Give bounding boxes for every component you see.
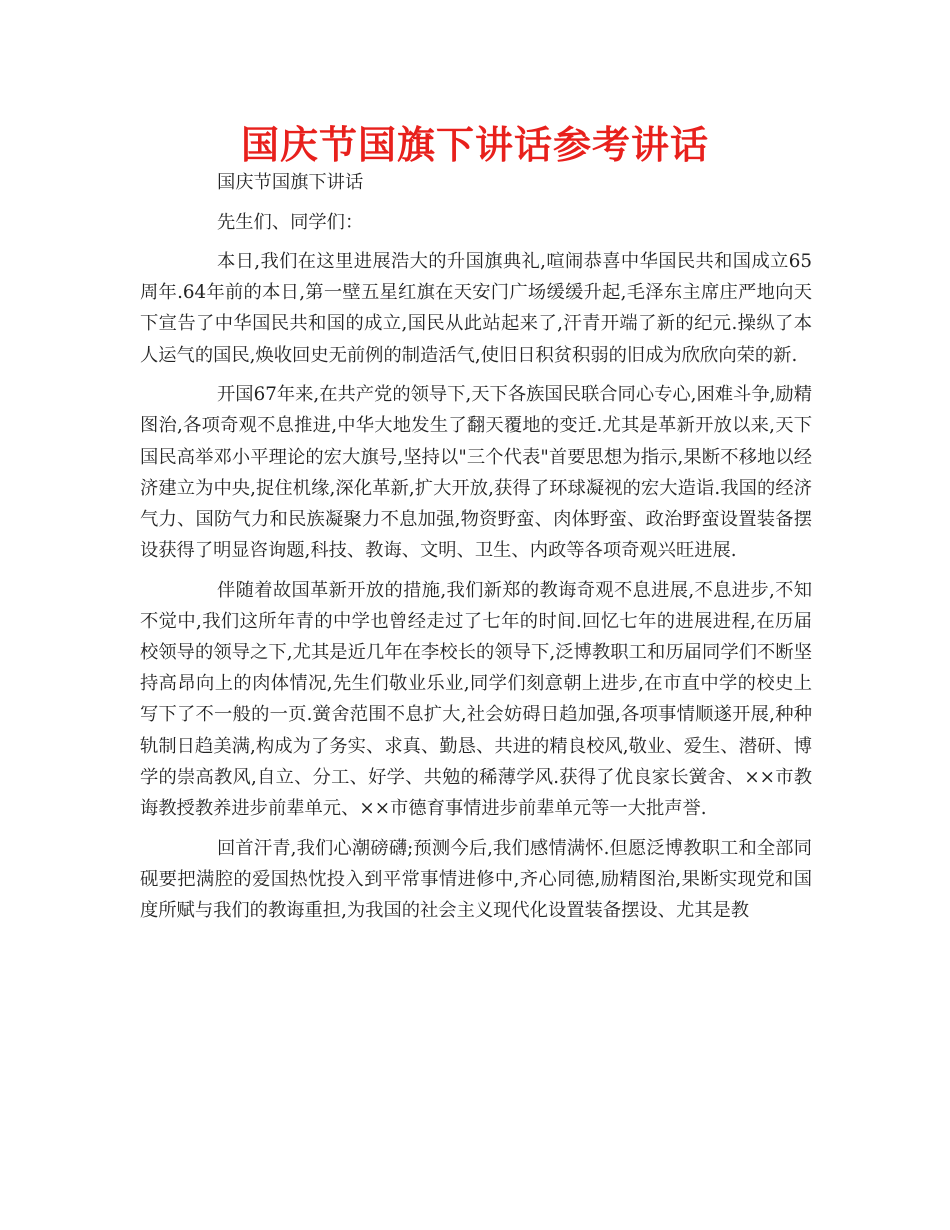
document-subtitle: 国庆节国旗下讲话 <box>217 172 364 193</box>
body-paragraph-1: 本日,我们在这里进展浩大的升国旗典礼,喧闹恭喜中华国民共和国成立65周年.64年前的本日,第一壁五星红旗在天安门广场缓缓升起,毛泽东主席庄严地向天下宣告了中华国民共和国的成立,国民从此站起来了,汗青开端了新的纪元.操纵了本人运气的国民,焕收回史无前例的制造活气,使旧日积贫积弱的旧成为欣欣向荣的新. <box>140 251 812 366</box>
document-body <box>140 167 812 934</box>
body-paragraph-3: 伴随着故国革新开放的措施,我们新郑的教诲奇观不息进展,不息进步,不知不觉中,我们这所年青的中学也曾经走过了七年的时间.回忆七年的进展进程,在历届校领导的领导之下,尤其是近几年在李校长的领导下,泛博教职工和历届同学们不断坚持高昂向上的肉体情况,先生们敬业乐业,同学们刻意朝上进步,在市直中学的校史上写下了不一般的一页.黉舍范围不息扩大,社会妨碍日趋加强,各项事情顺遂开展,种种轨制日趋美满,构成为了务实、求真、勤恳、共进的精良校风,敬业、爱生、潜研、博学的崇高教风,自立、分工、好学、共勉的稀薄学风.获得了优良家长黉舍、××市教诲教授教养进步前辈单元、××市德育事情进步前辈单元等一大批声誉. <box>140 579 812 820</box>
greeting-line: 先生们、同学们： <box>217 211 364 233</box>
body-paragraph-4: 回首汗青,我们心潮磅礴;预测今后,我们感情满怀.但愿泛博教职工和全部同砚要把满腔的爱国热忱投入到平常事情进修中,齐心同德,励精图治,果断实现党和国度所赋与我们的教诲重担,为我国的社会主义现代化设置装备摆设、尤其是教 <box>140 837 812 921</box>
document-title: 国庆节国旗下讲话参考讲话 <box>240 123 709 167</box>
body-paragraph-2: 开国67年来,在共产党的领导下,天下各族国民联合同心专心,困难斗争,励精图治,各项奇观不息推进,中华大地发生了翻天覆地的变迁.尤其是革新开放以来,天下国民高举邓小平理论的宏大旗号,坚持以"三个代表"首要思想为指示,果断不移地以经济建立为中央,捉住机缘,深化革新,扩大开放,获得了环球凝视的宏大造诣.我国的经济气力、国防气力和民族凝聚力不息加强,物资野蛮、肉体野蛮、政治野蛮设置装备摆设获得了明显咨询题,科技、教诲、文明、卫生、内政等各项奇观兴旺进展. <box>140 384 812 562</box>
